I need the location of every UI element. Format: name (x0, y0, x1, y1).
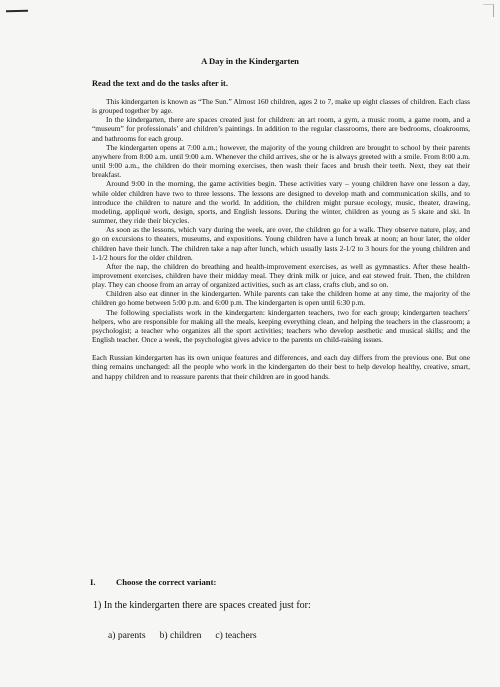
paragraph: The following specialists work in the kindergarten: kindergarten teachers, two for each group; kindergarten teachers’ helpers, who are responsible for making all the meals, keeping everything clean, and helping the teachers in the classroom; a psychologist; a teacher who organizes all the sport activities; teachers who develop aesthetic and musical skills; and the English teacher. Once a week, the psychologist gives advice to the parents on child-raising issues. (92, 307, 470, 345)
closing-paragraph: Each Russian kindergarten has its own unique features and differences, and each day differs from the previous one. But one thing remains unchanged: all the people who work in the kindergarten do their best to help develop healthy, creative, smart, and happy children and to reassure parents that their children are in good hands. (92, 353, 470, 381)
page-title: A Day in the Kindergarten (201, 56, 299, 66)
question-text: 1) In the kindergarten there are spaces created just for: (93, 600, 311, 611)
scan-mark (6, 10, 28, 12)
task-heading-text: Choose the correct variant: (116, 577, 217, 587)
paragraph: Around 9:00 in the morning, the game activities begin. These activities vary – young children have one lesson a day, while older children have two to three lessons. The lessons are designed to develop math and communication skills, and to introduce the children to nature and the world. In addition, the children might pursue ecology, music, theater, drawing, modeling, appliqué work, design, sports, and English lessons. During the winter, children as young as 5 skate and ski. In summer, they ride their bicycles. (92, 179, 470, 226)
reading-text (92, 97, 470, 381)
option-a[interactable]: a) parents (108, 630, 146, 641)
answer-options (108, 630, 257, 641)
page-edge-mark (483, 4, 494, 17)
paragraph: This kindergarten is known as “The Sun.” Almost 160 children, ages 2 to 7, make up eight classes of children. Each class is grouped together by age. (92, 97, 470, 116)
paragraph: The kindergarten opens at 7:00 a.m.; however, the majority of the young children are brought to school by their parents anywhere from 8:00 a.m. until 9:00 a.m. Whenever the child arrives, she or he is always greeted with a smile. From 8:00 a.m. until 9:00 a.m., the children do their morning exercises, then wash their faces and brush their teeth. Next, they eat their breakfast. (92, 142, 470, 180)
option-b[interactable]: b) children (159, 630, 202, 641)
paragraph: In the kindergarten, there are spaces created just for children: an art room, a gym, a music room, a game room, and a “museum” for professionals’ and children’s paintings. In addition to the regular classrooms, there are bedrooms, cloakrooms, and bathrooms for each group. (92, 115, 470, 143)
option-c[interactable]: c) teachers (215, 630, 257, 641)
paragraph: After the nap, the children do breathing and health-improvement exercises, as well as gymnastics. After these health-improvement exercises, children have their midday meal. They drink milk or juice, and eat stewed fruit. Then, the children play. They can choose from an array of organized activities, such as art class, crafts club, and so on. (92, 261, 470, 290)
paragraph: As soon as the lessons, which vary during the week, are over, the children go for a walk. They observe nature, play, and go on excursions to theaters, museums, and expositions. Young children have a lunch break at noon; an hour later, the older children have their lunch. The children take a nap after lunch, which usually lasts 2-1/2 to 3 hours for the young children and 1-1/2 hours for the older children. (92, 225, 470, 262)
task-number: I. (90, 577, 96, 587)
paragraph: Children also eat dinner in the kindergarten. While parents can take the children home at any time, the majority of the children go home between 5:00 p.m. and 6:00 p.m. The kindergarten is open until 6:30 p.m. (92, 289, 470, 308)
instruction-heading: Read the text and do the tasks after it. (92, 79, 228, 88)
task-heading (90, 577, 216, 587)
